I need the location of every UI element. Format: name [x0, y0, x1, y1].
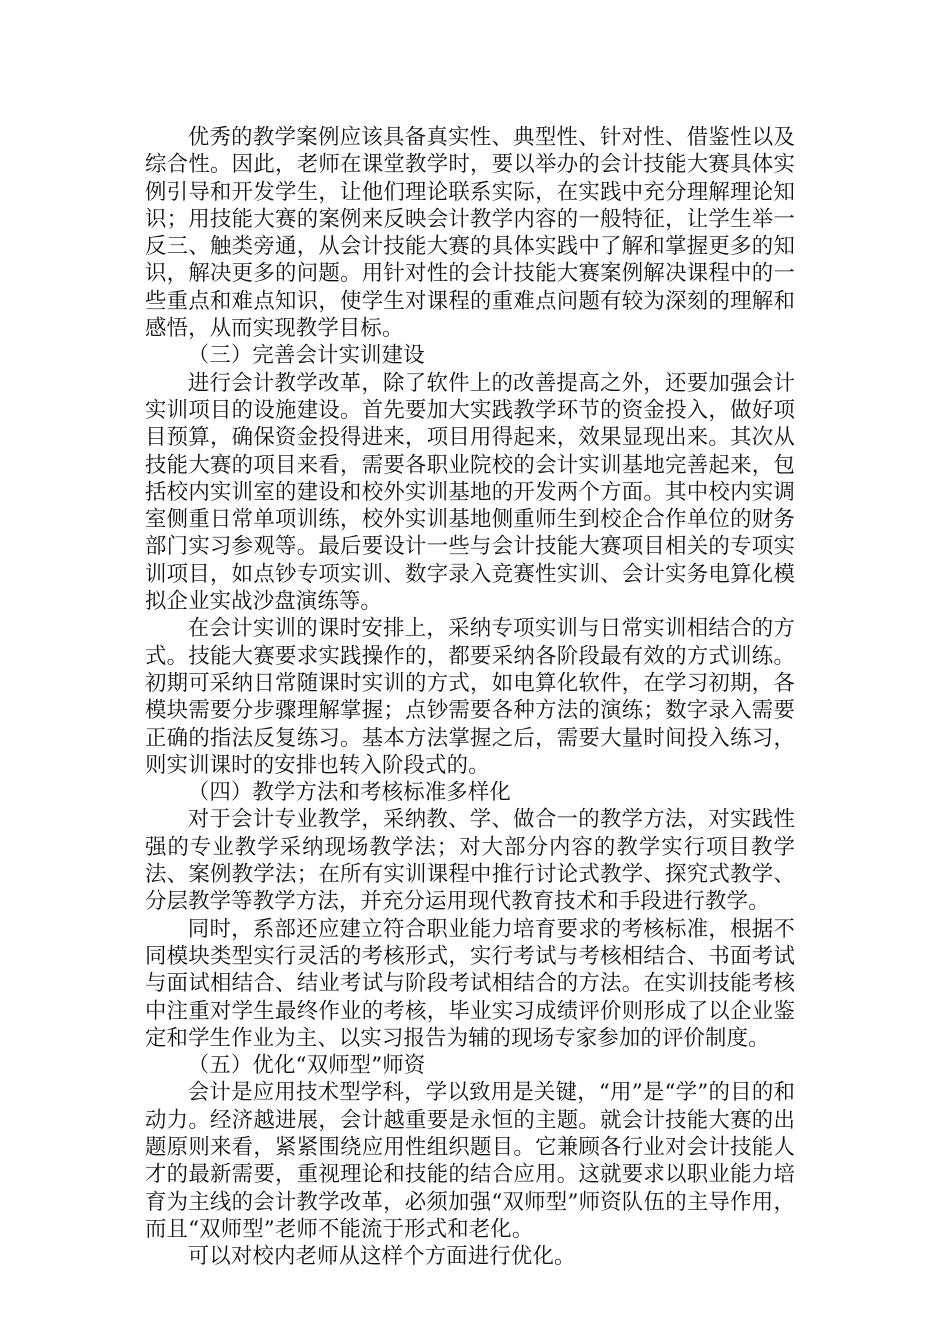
paragraph-training-facilities: 进行会计教学改革，除了软件上的改善提高之外，还要加强会计实训项目的设施建设。首先要加大实践教学环节的资金投入，做好项目预算，确保资金投得进来，项目用得起来，效果显现出来。其次从技能大赛的项目来看，需要各职业院校的会计实训基地完善起来，包括校内实训室的建设和校外实训基地的开发两个方面。其中校内实调室侧重日常单项训练，校外实训基地侧重师生到校企合作单位的财务部门实习参观等。最后要设计一些与会计技能大赛项目相关的专项实训项目，如点钞专项实训、数字录入竞赛性实训、会计实务电算化模拟企业实战沙盘演练等。 [145, 370, 795, 615]
paragraph-dual-teachers: 会计是应用技术型学科，学以致用是关键，“用”是“学”的目的和动力。经济越进展，会计越重要是永恒的主题。就会计技能大赛的出题原则来看，紧紧围绕应用性组织题目。它兼顾各行业对会计技能人才的最新需要，重视理论和技能的结合应用。这就要求以职业能力培育为主线的会计教学改革，必须加强“双师型”师资队伍的主导作用，而且“双师型”老师不能流于形式和老化。 [145, 1080, 795, 1242]
section-heading-3: （三）完善会计实训建设 [187, 343, 425, 369]
section-heading-4: （四）教学方法和考核标准多样化 [187, 780, 511, 806]
paragraph-assessment-standards: 同时，系部还应建立符合职业能力培育要求的考核标准，根据不同模块类型实行灵活的考核形式，实行考试与考核相结合、书面考试与面试相结合、结业考试与阶段考试相结合的方法。在实训技能考核中注重对学生最终作业的考核，毕业实习成绩评价则形成了以企业鉴定和学生作业为主、以实习报告为辅的现场专家参加的评价制度。 [145, 916, 795, 1051]
paragraph-teaching-methods: 对于会计专业教学，采纳教、学、做合一的教学方法，对实践性强的专业教学采纳现场教学法；对大部分内容的教学实行项目教学法、案例教学法；在所有实训课程中推行讨论式教学、探究式教学、分层教学等教学方法，并充分运用现代教育技术和手段进行教学。 [145, 807, 795, 915]
paragraph-training-schedule: 在会计实训的课时安排上，采纳专项实训与日常实训相结合的方式。技能大赛要求实践操作的，都要采纳各阶段最有效的方式训练。初期可采纳日常随课时实训的方式，如电算化软件，在学习初期，各模块需要分步骤理解掌握；点钞需要各种方法的演练；数字录入需要正确的指法反复练习。基本方法掌握之后，需要大量时间投入练习，则实训课时的安排也转入阶段式的。 [145, 616, 795, 778]
paragraph-case-teaching: 优秀的教学案例应该具备真实性、典型性、针对性、借鉴性以及综合性。因此，老师在课堂教学时，要以举办的会计技能大赛具体实例引导和开发学生，让他们理论联系实际，在实践中充分理解理论知识；用技能大赛的案例来反映会计教学内容的一般特征，让学生举一反三、触类旁通，从会计技能大赛的具体实践中了解和掌握更多的知识，解决更多的问题。用针对性的会计技能大赛案例解决课程中的一些重点和难点知识，使学生对课程的重难点问题有较为深刻的理解和感悟，从而实现教学目标。 [145, 125, 795, 342]
document-body [145, 124, 795, 1270]
section-heading-5: （五）优化“双师型”师资 [187, 1053, 426, 1079]
paragraph-optimization: 可以对校内老师从这样个方面进行优化。 [187, 1244, 576, 1270]
